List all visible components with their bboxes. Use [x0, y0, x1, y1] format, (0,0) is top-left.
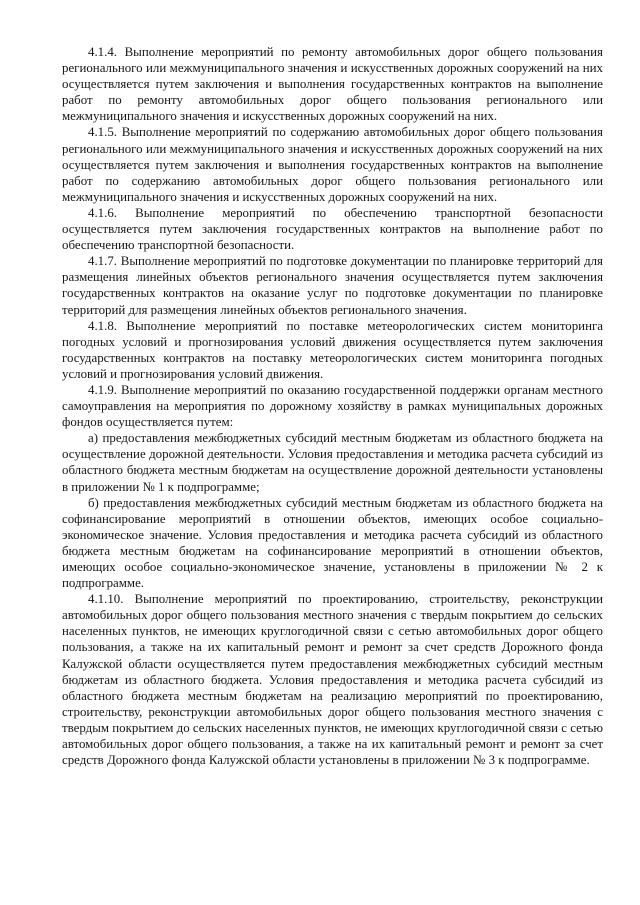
paragraph-4-1-9: 4.1.9. Выполнение мероприятий по оказанию государственной поддержки органам местного самоуправления на мероприятия по дорожному хозяйству в рамках муниципальных дорожных фондов осуществляется путем: [62, 382, 603, 430]
paragraph-4-1-9-b: б) предоставления межбюджетных субсидий местным бюджетам из областного бюджета на софинансирование мероприятий в отношении объектов, имеющих особое социально-экономическое значение. Условия предоставления и методика расчета субсидий из областного бюджета местным бюджетам на софинансирование мероприятий в отношении объектов, имеющих особое социально-экономическое значение, установлены в приложении № 2 к подпрограмме. [62, 495, 603, 591]
paragraph-4-1-4: 4.1.4. Выполнение мероприятий по ремонту автомобильных дорог общего пользования регионального или межмуниципального значения и искусственных дорожных сооружений на них осуществляется путем заключения и выполнения государственных контрактов на выполнение работ по ремонту автомобильных дорог общего пользования регионального или межмуниципального значения и искусственных дорожных сооружений на них. [62, 45, 603, 124]
paragraph-4-1-6: 4.1.6. Выполнение мероприятий по обеспечению транспортной безопасности осуществляется путем заключения государственных контрактов на выполнение работ по обеспечению транспортной безопасности. [62, 205, 603, 253]
document-page [62, 44, 603, 768]
paragraph-4-1-5: 4.1.5. Выполнение мероприятий по содержанию автомобильных дорог общего пользования регионального или межмуниципального значения и искусственных дорожных сооружений на них осуществляется путем заключения и выполнения государственных контрактов на выполнение работ по содержанию автомобильных дорог общего пользования регионального или межмуниципального значения и искусственных дорожных сооружений на них. [62, 125, 603, 204]
paragraph-4-1-8: 4.1.8. Выполнение мероприятий по поставке метеорологических систем мониторинга погодных условий и прогнозирования условий движения осуществляется путем заключения государственных контрактов на поставку метеорологических систем мониторинга погодных условий и прогнозирования условий движения. [62, 318, 603, 381]
paragraph-4-1-10: 4.1.10. Выполнение мероприятий по проектированию, строительству, реконструкции автомобильных дорог общего пользования местного значения с твердым покрытием до сельских населенных пунктов, не имеющих круглогодичной связи с сетью автомобильных дорог общего пользования, а также на их капитальный ремонт и ремонт за счет средств Дорожного фонда Калужской области осуществляется путем предоставления межбюджетных субсидий местным бюджетам из областного бюджета. Условия предоставления и методика расчета субсидий из областного бюджета местным бюджетам на реализацию мероприятий по проектированию, строительству, реконструкции автомобильных дорог общего пользования местного значения с твердым покрытием до сельских населенных пунктов, не имеющих круглогодичной связи с сетью автомобильных дорог общего пользования, а также на их капитальный ремонт и ремонт за счет средств Дорожного фонда Калужской области установлены в приложении № 3 к подпрограмме. [62, 592, 603, 768]
paragraph-4-1-7: 4.1.7. Выполнение мероприятий по подготовке документации по планировке территорий для размещения линейных объектов регионального значения осуществляется путем заключения государственных контрактов на оказание услуг по подготовке документации по планировке территорий для размещения линейных объектов регионального значения. [62, 254, 603, 317]
paragraph-4-1-9-a: а) предоставления межбюджетных субсидий местным бюджетам из областного бюджета на осуществление дорожной деятельности. Условия предоставления и методика расчета субсидий из областного бюджета местным бюджетам на осуществление дорожной деятельности установлены в приложении № 1 к подпрограмме; [62, 431, 603, 494]
